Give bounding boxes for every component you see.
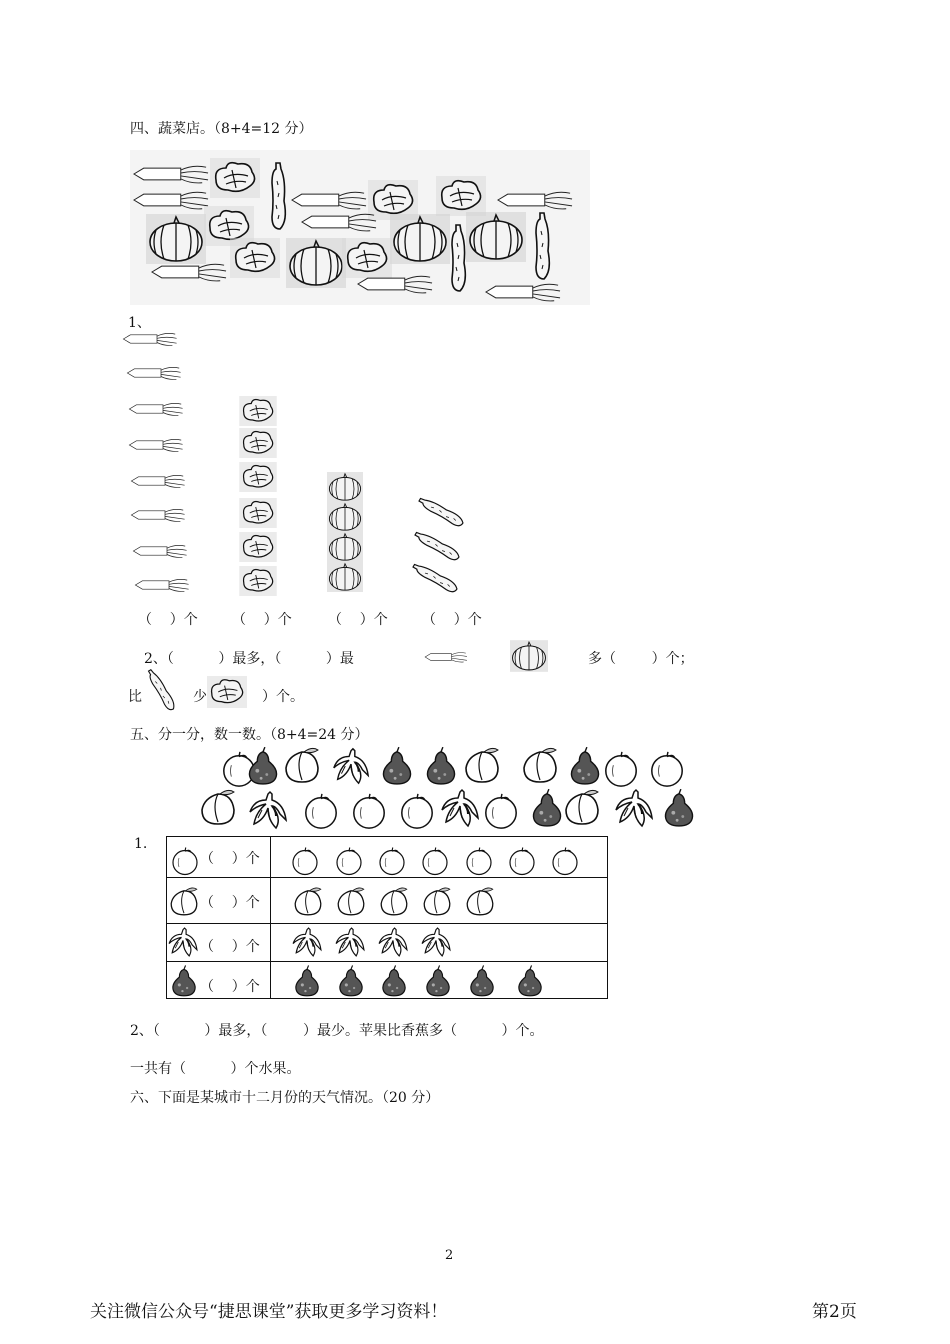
peach-icon (198, 788, 238, 828)
apple-icon (648, 750, 686, 788)
peach-icon (562, 788, 602, 828)
row-blank-peach[interactable]: （ ）个 (200, 895, 260, 911)
pear-icon (662, 788, 696, 828)
pumpkin-icon (326, 472, 364, 502)
count-blank-cabbage[interactable]: （ ）个 (232, 612, 292, 628)
pear-icon (380, 964, 408, 998)
banana-icon (166, 926, 200, 958)
row-blank-apple[interactable]: （ ）个 (200, 851, 260, 867)
cabbage-icon (206, 676, 248, 708)
cabbage-icon (238, 532, 278, 562)
pear-icon (424, 964, 452, 998)
question-2-text-e: ）个。 (262, 689, 304, 705)
radish-icon (132, 164, 210, 184)
pumpkin-icon (286, 238, 346, 288)
cabbage-icon (436, 176, 486, 216)
pumpkin-icon (390, 214, 450, 264)
eggplant-icon (266, 160, 290, 232)
apple-icon (290, 846, 320, 876)
section-6-heading: 六、下面是某城市十二月份的天气情况。（20 分） (130, 1090, 440, 1106)
section-5-heading: 五、分一分，数一数。（8+4=24 分） (130, 727, 369, 743)
apple-icon (464, 846, 494, 876)
radish-icon (128, 402, 184, 416)
pear-icon (568, 746, 602, 786)
radish-icon (130, 508, 186, 522)
banana-icon (333, 926, 367, 958)
pear-icon (170, 964, 198, 998)
apple-icon (170, 846, 200, 876)
pear-icon (516, 964, 544, 998)
peach-icon (520, 746, 560, 786)
apple-icon (482, 792, 520, 830)
pear-icon (468, 964, 496, 998)
eggplant-icon (141, 665, 181, 716)
pumpkin-icon (466, 212, 526, 262)
section-5-question-3: 一共有（ ）个水果。 (130, 1061, 301, 1077)
radish-icon (132, 190, 210, 210)
pumpkin-icon (146, 214, 206, 264)
section-4-heading: 四、蔬菜店。（8+4=12 分） (130, 121, 313, 137)
peach-icon (421, 886, 453, 918)
question-2-text-a: 2、（ ）最多，（ ）最 (144, 651, 354, 667)
pear-icon (293, 964, 321, 998)
pumpkin-icon (510, 638, 548, 674)
footer-promo: 关注微信公众号“捷思课堂”获取更多学习资料！ (90, 1302, 448, 1322)
peach-icon (282, 746, 322, 786)
cabbage-icon (230, 238, 280, 278)
peach-icon (292, 886, 324, 918)
pumpkin-icon (326, 532, 364, 562)
pear-icon (337, 964, 365, 998)
radish-icon (300, 212, 378, 232)
apple-icon (302, 792, 340, 830)
cabbage-icon (210, 158, 260, 198)
cabbage-icon (238, 396, 278, 426)
radish-icon (134, 578, 190, 592)
radish-icon (126, 366, 182, 380)
pumpkin-icon (326, 502, 364, 532)
banana-icon (376, 926, 410, 958)
apple-icon (507, 846, 537, 876)
banana-icon (246, 790, 290, 830)
pumpkin-icon (326, 562, 364, 592)
radish-icon (130, 474, 186, 488)
eggplant-icon (530, 210, 554, 282)
count-blank-radish[interactable]: （ ）个 (138, 612, 198, 628)
radish-icon (122, 332, 178, 346)
banana-icon (612, 788, 656, 828)
pear-icon (380, 746, 414, 786)
radish-icon (424, 650, 468, 664)
cabbage-icon (238, 462, 278, 492)
row-blank-pear[interactable]: （ ）个 (200, 979, 260, 995)
radish-icon (132, 544, 188, 558)
radish-icon (150, 262, 228, 282)
section-5-question-2: 2、（ ）最多，（ ）最少。苹果比香蕉多（ ）个。 (130, 1023, 544, 1039)
question-2-text-c: 比 (128, 689, 142, 705)
page-number: 2 (445, 1248, 454, 1263)
question-1-label: 1、 (128, 315, 151, 331)
cabbage-icon (238, 566, 278, 596)
peach-icon (168, 886, 200, 918)
apple-icon (334, 846, 364, 876)
banana-icon (290, 926, 324, 958)
footer-page-label: 第2页 (812, 1302, 857, 1322)
section-5-question-1-label: 1. (134, 836, 148, 852)
pear-icon (246, 746, 280, 786)
apple-icon (550, 846, 580, 876)
radish-icon (484, 282, 562, 302)
apple-icon (350, 792, 388, 830)
pear-icon (424, 746, 458, 786)
banana-icon (330, 746, 372, 786)
banana-icon (438, 788, 482, 828)
cabbage-icon (238, 498, 278, 528)
peach-icon (335, 886, 367, 918)
question-2-text-d: 少 (193, 689, 207, 705)
peach-icon (378, 886, 410, 918)
count-blank-eggplant[interactable]: （ ）个 (422, 612, 482, 628)
banana-icon (419, 926, 453, 958)
apple-icon (377, 846, 407, 876)
count-blank-pumpkin[interactable]: （ ）个 (328, 612, 388, 628)
peach-icon (462, 746, 502, 786)
pear-icon (530, 788, 564, 828)
apple-icon (602, 750, 640, 788)
radish-icon (496, 190, 574, 210)
question-2-text-b: 多（ ）个； (588, 651, 694, 667)
peach-icon (464, 886, 496, 918)
radish-icon (290, 190, 368, 210)
row-blank-banana[interactable]: （ ）个 (200, 939, 260, 955)
apple-icon (398, 792, 436, 830)
apple-icon (420, 846, 450, 876)
radish-icon (356, 274, 434, 294)
cabbage-icon (238, 428, 278, 458)
cabbage-icon (342, 238, 392, 278)
radish-icon (128, 438, 184, 452)
